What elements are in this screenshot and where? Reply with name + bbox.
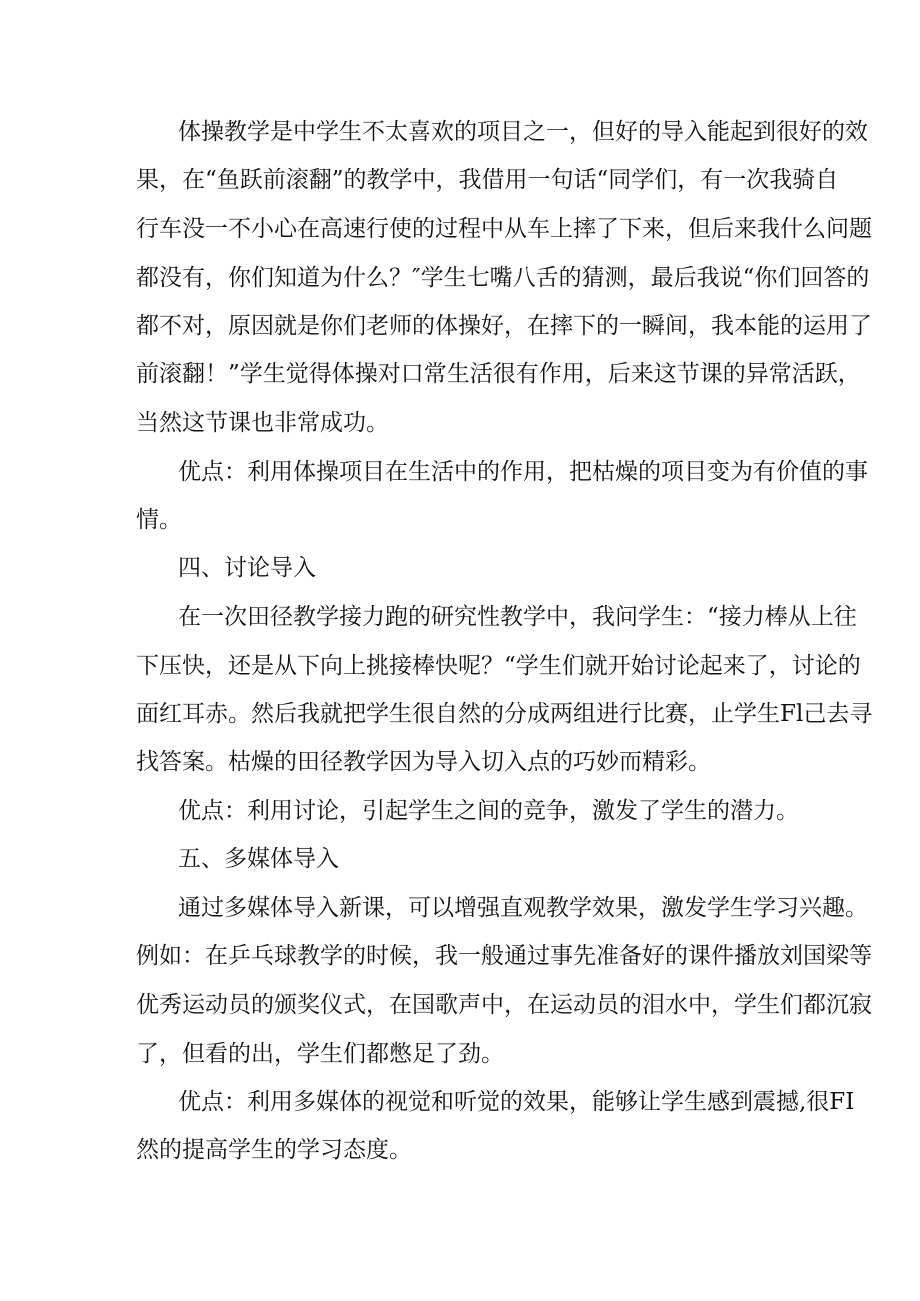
- text-line: 例如：在乒乓球教学的时候，我一般通过事先准备好的课件播放刘国梁等: [136, 943, 872, 969]
- text-line: 然的提高学生的学习态度。: [136, 1137, 412, 1163]
- text-line: 都没有，你们知道为什么？″学生七嘴八舌的猜测，最后我说“你们回答的: [136, 265, 870, 291]
- text-line: 找答案。枯燥的田径教学因为导入切入点的巧妙而精彩。: [136, 749, 711, 775]
- text-line: 优点：利用体操项目在生活中的作用，把枯燥的项目变为有价值的事: [178, 459, 868, 485]
- section-4-heading: 四、讨论导入: [178, 555, 316, 581]
- text-line: 前滚翻！”学生觉得体操对口常生活很有作用，后来这节课的异常活跃，: [136, 361, 861, 387]
- text-line: 都不对，原因就是你们老师的体操好，在摔下的一瞬间，我本能的运用了: [136, 313, 872, 339]
- advantage-2-paragraph: 优点：利用讨论，引起学生之间的竞争，激发了学生的潜力。: [178, 798, 799, 824]
- text-line: 下压快，还是从下向上挑接棒快呢？“学生们就开始讨论起来了，讨论的: [136, 653, 861, 679]
- text-line: 通过多媒体导入新课，可以增强直观教学效果，激发学生学习兴趣。: [178, 895, 868, 921]
- text-line: 情。: [136, 507, 182, 533]
- text-line: 果，在“鱼跃前滚翻”的教学中，我借用一句话“同学们，有一次我骑自: [136, 167, 839, 193]
- text-line: 优秀运动员的颁奖仪式，在国歌声中，在运动员的泪水中，学生们都沉寂: [136, 992, 872, 1018]
- text-line: 行车没一不小心在高速行使的过程中从车上摔了下来，但后来我什么问题: [136, 216, 872, 242]
- text-line: 面红耳赤。然后我就把学生很自然的分成两组进行比赛，止学生Fl己去寻: [136, 701, 873, 727]
- text-line: 在一次田径教学接力跑的研究性教学中，我问学生：“接力棒从上往: [178, 604, 857, 630]
- text-line: 体操教学是中学生不太喜欢的项目之一，但好的导入能起到很好的效: [178, 119, 868, 145]
- text-line: 优点：利用多媒体的视觉和听觉的效果，能够让学生感到震撼,很FI: [178, 1089, 855, 1115]
- text-line: 了，但看的出，学生们都憋足了劲。: [136, 1041, 504, 1067]
- section-5-heading: 五、多媒体导入: [178, 846, 339, 872]
- text-line: 当然这节课也非常成功。: [136, 410, 389, 436]
